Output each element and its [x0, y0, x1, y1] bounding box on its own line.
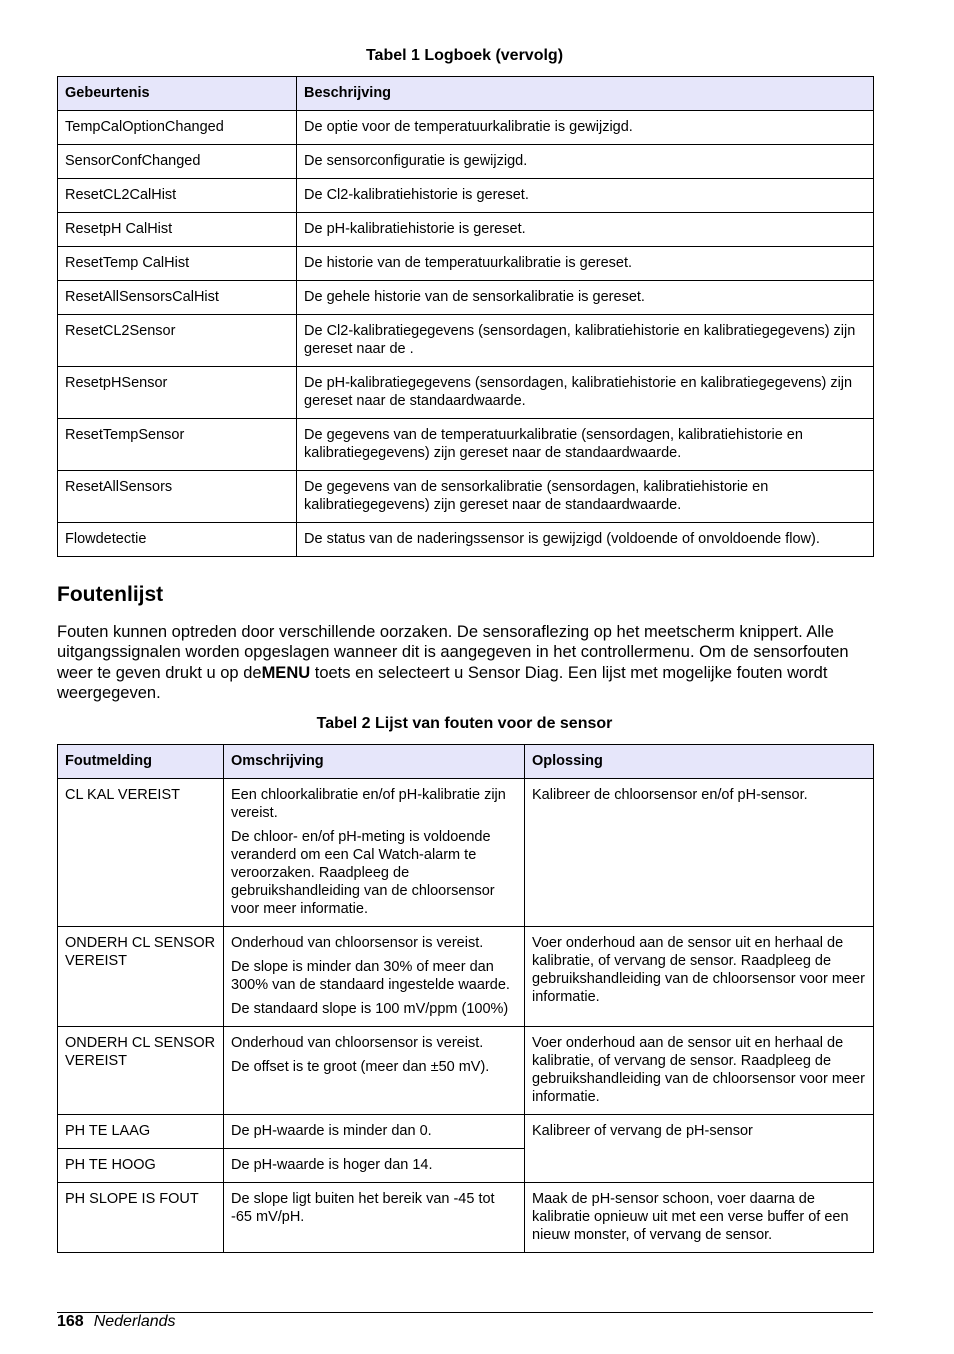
error-cell: CL KAL VEREIST — [58, 779, 224, 927]
table-row — [58, 281, 874, 315]
table-row — [58, 1183, 874, 1253]
menu-key-label: MENU — [261, 663, 311, 682]
table-row — [58, 927, 874, 1027]
description-cell: De sensorconfiguratie is gewijzigd. — [297, 145, 874, 179]
description-cell: De optie voor de temperatuurkalibratie is gewijzigd. — [297, 111, 874, 145]
description-cell: De pH-kalibratiehistorie is gereset. — [297, 213, 874, 247]
table-row — [58, 315, 874, 367]
event-cell: TempCalOptionChanged — [58, 111, 297, 145]
solution-cell: Voer onderhoud aan de sensor uit en herhaal de kalibratie, of vervang de sensor. Raadpleeg de gebruikshandleiding van de chloorsensor voor meer informatie. — [525, 927, 874, 1027]
table-header-row — [58, 77, 874, 111]
table-row — [58, 471, 874, 523]
description-cell — [224, 1027, 525, 1115]
event-cell: ResetCL2Sensor — [58, 315, 297, 367]
solution-cell: Kalibreer de chloorsensor en/of pH-sensor. — [525, 779, 874, 927]
table1-caption: Tabel 1 Logboek (vervolg) — [365, 47, 564, 64]
description-cell: De gegevens van de sensorkalibratie (sensordagen, kalibratiehistorie en kalibratiegegevens) zijn gereset naar de standaardwaarde. — [297, 471, 874, 523]
table-header-row — [58, 745, 874, 779]
intro-paragraph — [57, 622, 873, 704]
event-cell: ResetCL2CalHist — [58, 179, 297, 213]
event-cell: SensorConfChanged — [58, 145, 297, 179]
description-line: Onderhoud van chloorsensor is vereist. — [231, 1035, 484, 1051]
description-line: De standaard slope is 100 mV/ppm (100%) — [231, 1001, 509, 1017]
event-cell: Flowdetectie — [58, 523, 297, 557]
description-line: De pH-waarde is hoger dan 14. — [231, 1157, 433, 1173]
description-cell — [224, 1115, 525, 1149]
description-cell: De status van de naderingssensor is gewijzigd (voldoende of onvoldoende flow). — [297, 523, 874, 557]
description-line: De offset is te groot (meer dan ±50 mV). — [231, 1059, 490, 1075]
error-cell: ONDERH CL SENSOR VEREIST — [58, 1027, 224, 1115]
description-line: Onderhoud van chloorsensor is vereist. — [231, 935, 484, 951]
column-header-description: Omschrijving — [224, 745, 525, 779]
description-cell: De Cl2-kalibratiehistorie is gereset. — [297, 179, 874, 213]
error-cell: PH TE HOOG — [58, 1149, 224, 1183]
solution-cell: Kalibreer of vervang de pH-sensor — [525, 1115, 874, 1183]
description-line: De pH-waarde is minder dan 0. — [231, 1123, 432, 1139]
sensor-error-table — [57, 744, 874, 1253]
table2-caption: Tabel 2 Lijst van fouten voor de sensor — [316, 715, 613, 732]
error-cell: PH SLOPE IS FOUT — [58, 1183, 224, 1253]
paragraph-text-end: toets en selecteert u Sensor Diag. Een lijst met mogelijke fouten wordt weergegeven. — [57, 663, 828, 703]
event-cell: ResetAllSensors — [58, 471, 297, 523]
table-row — [58, 419, 874, 471]
description-cell — [224, 927, 525, 1027]
table-row — [58, 779, 874, 927]
table-row — [58, 179, 874, 213]
event-cell: ResetpHSensor — [58, 367, 297, 419]
description-line: De chloor- en/of pH-meting is voldoende veranderd om een Cal Watch-alarm te veroorzaken. Raadpleeg de gebruikshandleiding van de chloorsensor voor meer informatie. — [231, 829, 495, 917]
column-header-description: Beschrijving — [297, 77, 874, 111]
event-cell: ResetTempSensor — [58, 419, 297, 471]
description-line: De slope ligt buiten het bereik van -45 tot -65 mV/pH. — [231, 1191, 495, 1225]
description-cell — [224, 1183, 525, 1253]
table-row — [58, 247, 874, 281]
description-cell: De Cl2-kalibratiegegevens (sensordagen, kalibratiehistorie en kalibratiegegevens) zijn gereset naar de . — [297, 315, 874, 367]
event-cell: ResetAllSensorsCalHist — [58, 281, 297, 315]
event-cell: ResetTemp CalHist — [58, 247, 297, 281]
table-row — [58, 367, 874, 419]
table-row — [58, 213, 874, 247]
table-row — [58, 523, 874, 557]
description-cell: De gegevens van de temperatuurkalibratie (sensordagen, kalibratiehistorie en kalibratiegegevens) zijn gereset naar de standaardwaarde. — [297, 419, 874, 471]
table-row — [58, 145, 874, 179]
column-header-error: Foutmelding — [58, 745, 224, 779]
description-cell — [224, 1149, 525, 1183]
event-cell: ResetpH CalHist — [58, 213, 297, 247]
solution-cell: Maak de pH-sensor schoon, voer daarna de kalibratie opnieuw uit met een verse buffer of een nieuw monster, of vervang de sensor. — [525, 1183, 874, 1253]
description-cell: De gehele historie van de sensorkalibratie is gereset. — [297, 281, 874, 315]
description-cell: De pH-kalibratiegegevens (sensordagen, kalibratiehistorie en kalibratiegegevens) zijn gereset naar de standaardwaarde. — [297, 367, 874, 419]
description-line: Een chloorkalibratie en/of pH-kalibratie zijn vereist. — [231, 787, 506, 821]
page-footer — [57, 1313, 176, 1331]
footer-divider — [57, 1312, 873, 1313]
solution-cell: Voer onderhoud aan de sensor uit en herhaal de kalibratie, of vervang de sensor. Raadpleeg de gebruikshandleiding van de chloorsensor voor meer informatie. — [525, 1027, 874, 1115]
description-cell — [224, 779, 525, 927]
footer-language: Nederlands — [93, 1313, 176, 1330]
section-heading: Foutenlijst — [57, 583, 164, 606]
description-line: De slope is minder dan 30% of meer dan 300% van de standaard ingestelde waarde. — [231, 959, 510, 993]
paragraph-text-start: Fouten kunnen optreden door verschillende oorzaken. De sensoraflezing op het meetscherm knippert. Alle uitgangssignalen worden opgeslagen wanneer dit is aangegeven in het controllermenu. Om de sensorfouten weer te geven drukt u op de — [57, 623, 849, 682]
page-number: 168 — [57, 1313, 84, 1330]
logbook-table — [57, 76, 874, 557]
table-row — [58, 1027, 874, 1115]
table-row — [58, 1115, 874, 1149]
table-row — [58, 111, 874, 145]
error-cell: ONDERH CL SENSOR VEREIST — [58, 927, 224, 1027]
error-cell: PH TE LAAG — [58, 1115, 224, 1149]
column-header-event: Gebeurtenis — [58, 77, 297, 111]
description-cell: De historie van de temperatuurkalibratie is gereset. — [297, 247, 874, 281]
column-header-solution: Oplossing — [525, 745, 874, 779]
